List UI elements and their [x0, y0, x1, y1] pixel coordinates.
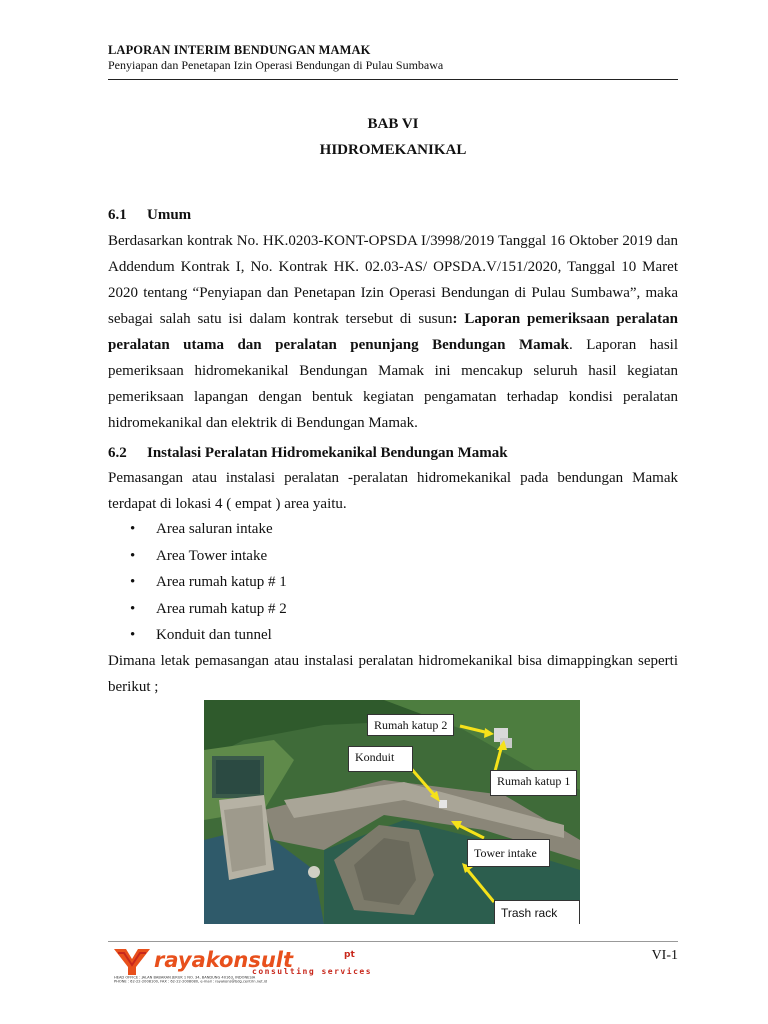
- bullet-icon: •: [130, 627, 136, 643]
- section-heading-6-1: [108, 205, 191, 225]
- arrow-tower-intake: [456, 824, 484, 838]
- paragraph-text: Berdasarkan kontrak No. HK.0203-KONT-OPSDA I/3998/2019 Tanggal 16 Oktober 2019 dan Addendum Kontrak I, No. Kontrak HK. 02.03-AS/ OPSDA.V/151/2020, Tanggal 10 Maret 2020 tentang “Penyiapan dan Penetapan Izin Operasi Bendungan di Pulau Sumbawa”, maka sebagai salah satu isi dalam kontrak tersebut di susun: [108, 233, 678, 327]
- report-subtitle: Penyiapan dan Penetapan Izin Operasi Bendungan di Pulau Sumbawa: [108, 58, 444, 72]
- bullet-icon: •: [130, 521, 136, 537]
- arrowhead-icon: [497, 740, 507, 750]
- section-title: Umum: [147, 207, 192, 223]
- section-number: 6.2: [108, 445, 127, 461]
- section-6-2-intro: Pemasangan atau instalasi peralatan -peralatan hidromekanikal pada bendungan Mamak terdapat di lokasi 4 ( empat ) area yaitu.: [108, 470, 678, 512]
- list-item: [130, 622, 287, 649]
- logo-tagline: consulting services: [252, 967, 372, 976]
- bullet-icon: •: [130, 547, 136, 564]
- list-item-label: Konduit dan tunnel: [156, 627, 272, 643]
- list-item: [130, 596, 287, 623]
- arrow-trash-rack: [466, 868, 494, 902]
- list-item-label: Area Tower intake: [156, 547, 268, 564]
- paragraph-text-continued: . Laporan hasil pemeriksaan hidromekanikal Bendungan Mamak ini mencakup seluruh hasil kegiatan pemeriksaan lapangan dengan bentuk kegiatan pengamatan terhadap kondisi peralatan hidromekanikal dan elektrik di Bendungan Mamak.: [108, 337, 679, 431]
- rayakonsult-logo-graphic: [112, 945, 372, 983]
- chapter-number: BAB VI: [367, 116, 419, 132]
- section-heading-6-2: [108, 443, 508, 463]
- label-rumah-katup-2: Rumah katup 2: [367, 714, 454, 736]
- list-item-label: Area saluran intake: [156, 521, 273, 537]
- logo-wordmark: rayakonsult: [154, 948, 294, 972]
- list-item: [130, 543, 287, 570]
- page-header: [108, 43, 678, 73]
- footer-divider: [108, 941, 678, 942]
- dam-aerial-photo: [204, 700, 580, 924]
- list-item-label: Area rumah katup # 1: [156, 574, 287, 590]
- logo-suffix: pt: [344, 950, 355, 960]
- chapter-title: HIDROMEKANIKAL: [319, 142, 467, 158]
- label-rumah-katup-1: Rumah katup 1: [490, 770, 577, 796]
- label-trash-rack: Trash rack: [494, 900, 580, 924]
- paragraph-bold-text: : Laporan pemeriksaan peralatan peralatan utama dan peralatan penunjang Bendungan Mamak: [108, 311, 678, 353]
- section-6-1-paragraph: [108, 228, 678, 436]
- label-tower-intake: Tower intake: [467, 839, 550, 867]
- report-title: LAPORAN INTERIM BENDUNGAN MAMAK: [108, 43, 371, 57]
- list-item-label: Area rumah katup # 2: [156, 600, 287, 617]
- company-logo: [112, 945, 372, 983]
- logo-address: HEAD OFFICE : JALAN BABAKAN JERUK 1 NO. 34, BANDUNG 40163, INDONESIA: [114, 975, 256, 980]
- bullet-icon: •: [130, 600, 136, 617]
- section-6-2-closing: Dimana letak pemasangan atau instalasi peralatan hidromekanikal bisa dimappingkan seperti berikut ;: [108, 653, 678, 695]
- section-number: 6.1: [108, 207, 127, 223]
- list-item: [130, 516, 287, 543]
- section-title: Instalasi Peralatan Hidromekanikal Bendungan Mamak: [147, 445, 508, 461]
- label-konduit: Konduit: [348, 746, 413, 772]
- arrowhead-icon: [484, 728, 494, 738]
- header-divider: [108, 79, 678, 80]
- page-number: VI-1: [651, 948, 678, 963]
- logo-contact: PHONE : 62-22-2008100, FAX : 62-22-2008080, e-mail : rayakons@bdg.centrin.net.id: [114, 979, 268, 983]
- installation-area-list: [130, 516, 287, 649]
- list-item: [130, 569, 287, 596]
- bullet-icon: •: [130, 574, 136, 590]
